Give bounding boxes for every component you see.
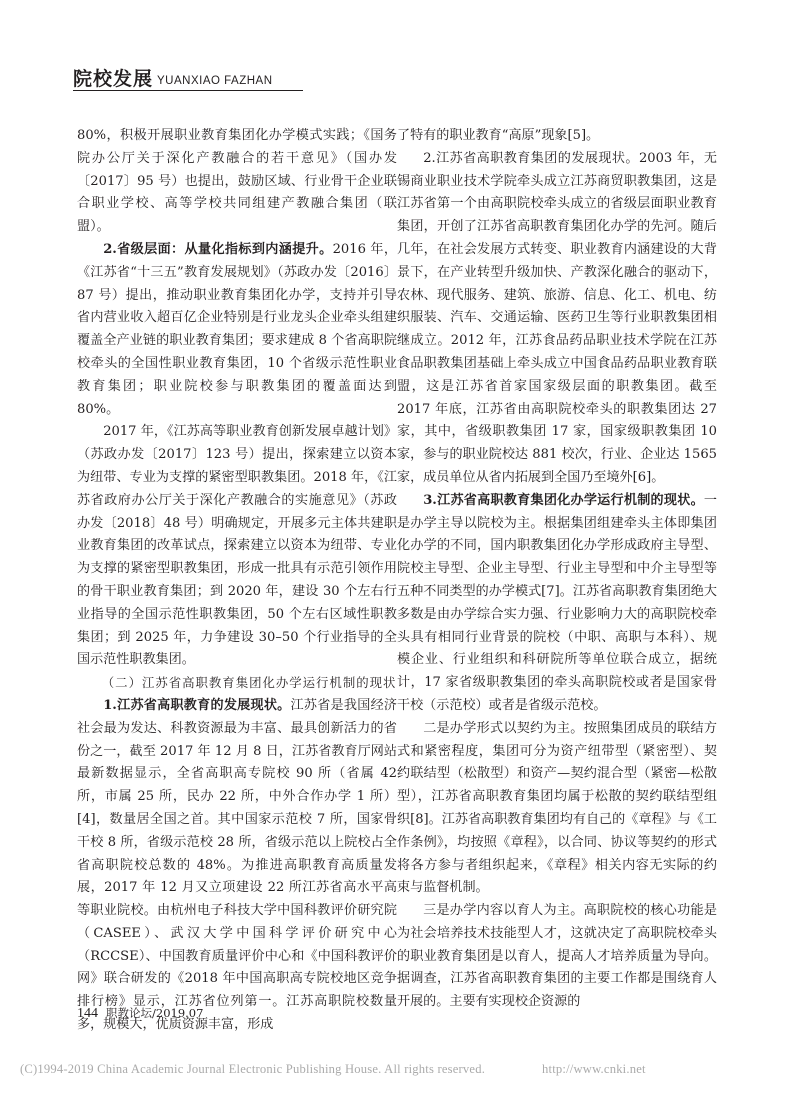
right-column: [397, 125, 717, 1014]
header-title-cn: 院校发展: [73, 68, 154, 90]
paragraph-lead: 1.江苏省高职教育的发展现状。: [103, 697, 291, 713]
page-number: 144: [77, 1006, 98, 1021]
paragraph-text: 了特有的职业教育“高原”现象[5]。: [397, 128, 600, 143]
paragraph-text: （二）江苏省高职教育集团化办学运行机制的现状: [101, 675, 397, 691]
cnki-url: http://www.cnki.net: [542, 1062, 646, 1076]
paragraph: [77, 239, 397, 421]
paragraph-text: 江苏省是我国经济社会最为发达、科教资源最为丰富、最具创新活力的省份之一，截至 2017 年 12 月 8 日，江苏省教育厅网站最新数据显示，全省高职高专院校 90 所（省属 42 所，市属 25 所，民办 22 所，中外合作办学 1 所）[4]，数量居全国之首。其中国家示范校 7 所，国家骨干校 8 所，省级示范校 28 所，省级示范以上院校占全省高职院校总数的 48%。为推进高职教育高质量发展，2017 年 12 月又立项建设 22 所江苏省高水平高等职业院校。由杭州电子科技大学中国科教评价研究院（CASEE）、武汉大学中国科学评价研究中心（RCCSE）、中国教育质量评价中心和《中国科教评价网》联合研发的《2018 年中国高职高专院校地区竞争排行榜》显示，江苏省位列第一。江苏高职院校数量多，规模大，优质资源丰富，形成: [77, 697, 398, 1033]
paragraph-text: 2016 年，《江苏省“十三五”教育发展规划》（苏政办发〔2016〕87 号）提出，推动职业教育集团化办学，支持并引导省内营业收入超百亿企业特别是行业龙头企业牵头组建覆盖全产业链的职业教育集团；要求建成 8 个省高职院校牵头的全国性职业教育集团，10 个省级示范性职业教育集团；职业院校参与职教集团的覆盖面达到 80%。: [77, 241, 397, 417]
section-subheading: [77, 672, 397, 695]
page-footer: [77, 1005, 203, 1022]
paragraph: [397, 148, 717, 490]
left-column: [77, 125, 397, 1037]
running-header: [73, 66, 303, 91]
paragraph-lead: 3.江苏省高职教育集团化办学运行机制的现状。: [423, 492, 704, 508]
paragraph-lead: 2.省级层面：从量化指标到内涵提升。: [103, 241, 333, 257]
paragraph: [77, 125, 397, 239]
paragraph-text: 2017 年，《江苏高等职业教育创新发展卓越计划》（苏政办发〔2017〕123 号）提出，探索建立以资本为纽带、专业为支撑的紧密型职教集团。2018 年，《江苏省政府办公厅关于深化产教融合的实施意见》（苏政办发〔2018〕48 号）明确规定，开展多元主体共建职业教育集团的改革试点，探索建立以资本为纽带、专业为支撑的紧密型职教集团，形成一批具有示范引领作用的骨干职业教育集团；到 2020 年，建设 30 个左右行业指导的全国示范性职教集团，50 个左右区域性职教集团；到 2025 年，力争建设 30–50 个行业指导的全国示范性职教集团。: [77, 424, 397, 668]
copyright-line: [20, 1062, 780, 1077]
paragraph-text: 80%，积极开展职业教育集团化办学模式实践；《国务院办公厅关于深化产教融合的若干意见》（国办发〔2017〕95 号）也提出，鼓励区域、行业骨干企业联合职业学校、高等学校共同组建产教融合集团（联盟）。: [77, 128, 397, 235]
paragraph: [397, 900, 717, 1014]
paragraph-text: 三是办学内容以育人为主。高职院校的核心功能是为社会培养技术技能型人才，这就决定了高职院校牵头的职业教育集团是以育人，提高人才培养质量为导向。据调查，江苏省高职教育集团的主要工作都是围绕育人开展的。主要有实现校企资源的: [397, 903, 717, 1010]
header-title-en: YUANXIAO FAZHAN: [157, 75, 273, 87]
paragraph-text: 2.江苏省高职教育集团的发展现状。2003 年，无锡商业职业技术学院牵头成立江苏商贸职教集团，这是江苏省第一个由高职院校牵头成立的省级层面职业教育集团，开创了江苏省高职教育集团化办学的先河。随后几年，在社会发展方式转变、职业教育内涵建设的大背景下，在产业转型升级加快、产教深化融合的驱动下，农林、现代服务、建筑、旅游、信息、化工、机电、纺织服装、汽车、交通运输、医药卫生等行业职教集团相继成立。2012 年，江苏食品药品职业技术学院在江苏食品职教集团基础上牵头成立中国食品药品职业教育联盟，这是江苏省首家国家级层面的职教集团。截至 2017 年底，江苏省由高职院校牵头的职教集团达 27 家，其中，省级职教集团 17 家，国家级职教集团 10 家，参与的职业院校达 881 校次，行业、企业达 1565 家，成员单位从省内拓展到全国乃至境外[6]。: [397, 150, 717, 485]
paragraph: [397, 490, 717, 718]
paragraph: [77, 695, 397, 1037]
paragraph: [77, 421, 397, 672]
journal-info: 职教论坛/2019.07: [106, 1006, 204, 1020]
paragraph-text: 二是办学形式以契约为主。按照集团成员的联结方式和紧密程度，集团可分为资产纽带型（紧密型）、契约联结型（松散型）和资产—契约混合型（紧密—松散型），江苏省高职教育集团均属于松散的契约联结型组织[8]。江苏省高职教育集团均有自己的《章程》与《工作条例》，均按照《章程》，以合同、协议等契约的形式将各方参与者组织起来，《章程》相关内容无实际的约束与监督机制。: [397, 720, 717, 896]
paragraph-text: 一是办学主导以院校为主。根据集团组建牵头主体即集团化办学的不同，国内职教集团化办学形成政府主导型、院校主导型、企业主导型、行业主导型和中介主导型等五种不同类型的办学模式[7]。江苏省高职教育集团绝大多数是由办学综合实力强、行业影响力大的高职院校牵头具有相同行业背景的院校（中职、高职与本科）、规模企业、行业组织和科研院所等单位联合成立，据统计，17 家省级职教集团的牵头高职院校或者是国家骨干校（示范校）或者是省级示范校。: [397, 492, 717, 713]
copyright-text: (C)1994-2019 China Academic Journal Electronic Publishing House. All rights reserved.: [20, 1062, 486, 1076]
paragraph: [397, 125, 717, 148]
paragraph: [397, 718, 717, 900]
